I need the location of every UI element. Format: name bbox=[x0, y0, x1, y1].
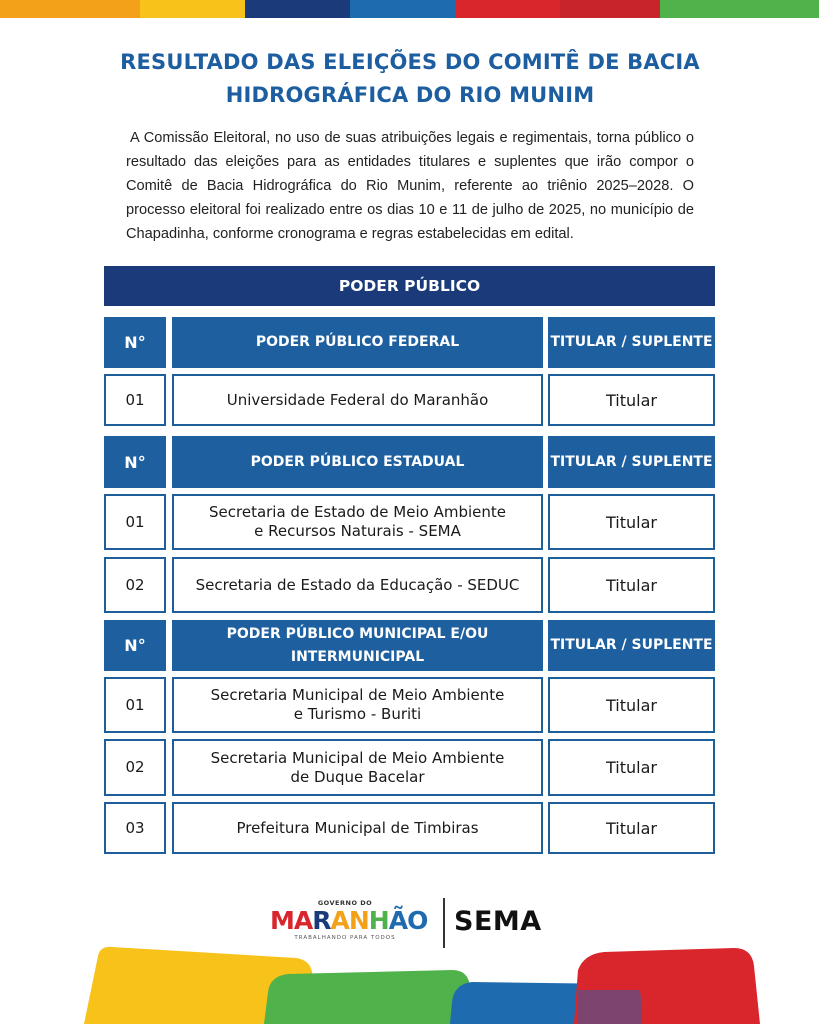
strip-segment bbox=[350, 0, 455, 18]
row-entity-line-1: Secretaria Municipal de Meio Ambiente bbox=[210, 748, 505, 767]
green-shape bbox=[264, 970, 476, 1024]
row-status-cell bbox=[548, 374, 715, 426]
header-category-label: PODER PÚBLICO FEDERAL bbox=[255, 334, 460, 350]
row-status: Titular bbox=[606, 758, 657, 777]
strip-segment bbox=[0, 0, 140, 18]
row-entity-line-1: Secretaria Municipal de Meio Ambiente bbox=[210, 686, 505, 704]
row-no-cell bbox=[104, 557, 166, 613]
decorative-bottom-shapes bbox=[0, 930, 819, 1024]
title-line-1: RESULTADO DAS ELEIÇÕES DO COMITÊ DE BACIA bbox=[120, 50, 700, 74]
row-entity-line-2: e Turismo - Buriti bbox=[293, 705, 422, 723]
row-entity: Secretaria de Estado da Educação - SEDUC bbox=[195, 575, 520, 594]
header-category-label: PODER PÚBLICO ESTADUAL bbox=[250, 453, 465, 470]
row-status-cell bbox=[548, 739, 715, 796]
row-status-cell bbox=[548, 557, 715, 613]
logo-tagline: TRABALHANDO PARA TODOS bbox=[294, 935, 396, 941]
header-status-cell bbox=[548, 436, 715, 488]
row-status: Titular bbox=[606, 818, 657, 838]
title-line-2: HIDROGRÁFICA DO RIO MUNIM bbox=[225, 83, 595, 107]
row-no-cell bbox=[104, 739, 166, 796]
header-status-cell bbox=[548, 620, 715, 671]
strip-segment bbox=[455, 0, 560, 18]
row-entity-line-2: de Duque Bacelar bbox=[290, 767, 425, 786]
logo-caption: GOVERNO DO bbox=[317, 899, 373, 907]
row-status: Titular bbox=[606, 695, 657, 715]
row-status: Titular bbox=[606, 575, 657, 595]
row-status-cell bbox=[548, 494, 715, 550]
row-entity-cell bbox=[172, 802, 543, 854]
section-title: PODER PÚBLICO bbox=[338, 277, 481, 295]
row-entity-cell bbox=[172, 494, 543, 550]
row-no-cell bbox=[104, 494, 166, 550]
top-color-strip bbox=[0, 0, 819, 18]
header-category-cell bbox=[172, 620, 543, 671]
strip-segment bbox=[140, 0, 245, 18]
row-no: 01 bbox=[125, 390, 145, 409]
row-entity-line-2: e Recursos Naturais - SEMA bbox=[254, 522, 461, 540]
header-category-line-2: INTERMUNICIPAL bbox=[290, 648, 425, 665]
header-no-label: N° bbox=[124, 333, 146, 352]
sema-logo: SEMA bbox=[454, 906, 542, 937]
row-entity-cell bbox=[172, 739, 543, 796]
header-status-cell bbox=[548, 317, 715, 368]
strip-segment bbox=[560, 0, 660, 18]
row-entity-cell bbox=[172, 374, 543, 426]
header-no-cell bbox=[104, 317, 166, 368]
header-category-cell bbox=[172, 436, 543, 488]
row-entity: Universidade Federal do Maranhão bbox=[226, 390, 489, 409]
intro-paragraph: A Comissão Eleitoral, no uso de suas atribuições legais e regimentais, torna público o resultado das eleições para as entidades titulares e suplentes que irão compor o Comitê de Bacia Hidrográfica do Rio Munim, referente ao triênio 2025–2028. O processo eleitoral foi realizado entre os dias 10 e 11 de julho de 2025, no município de Chapadinha, conforme cronograma e regras estabelecidas em edital. bbox=[126, 130, 694, 242]
page-title bbox=[60, 46, 760, 112]
row-no: 01 bbox=[125, 695, 145, 714]
row-no: 01 bbox=[125, 512, 145, 531]
row-status-cell bbox=[548, 802, 715, 854]
header-no-cell bbox=[104, 436, 166, 488]
row-status-cell bbox=[548, 677, 715, 733]
strip-segment bbox=[245, 0, 350, 18]
logo-wordmark: MARANHÃO bbox=[270, 906, 428, 935]
row-status: Titular bbox=[606, 390, 657, 410]
header-category-line-1: PODER PÚBLICO MUNICIPAL E/OU bbox=[226, 625, 489, 642]
header-no-label: N° bbox=[124, 636, 146, 655]
row-no: 02 bbox=[125, 758, 145, 776]
row-no: 03 bbox=[125, 818, 145, 837]
header-no-label: N° bbox=[124, 452, 146, 472]
header-category-cell bbox=[172, 317, 543, 368]
row-entity: Prefeitura Municipal de Timbiras bbox=[236, 818, 479, 837]
row-no-cell bbox=[104, 677, 166, 733]
overlap-shape bbox=[578, 990, 642, 1024]
row-no: 02 bbox=[125, 575, 145, 594]
row-entity-cell bbox=[172, 677, 543, 733]
header-status-label: TITULAR / SUPLENTE bbox=[550, 453, 713, 470]
row-entity-cell bbox=[172, 557, 543, 613]
row-entity-line-1: Secretaria de Estado de Meio Ambiente bbox=[209, 503, 506, 521]
row-status: Titular bbox=[606, 512, 657, 532]
row-no-cell bbox=[104, 802, 166, 854]
header-status-label: TITULAR / SUPLENTE bbox=[550, 334, 713, 350]
strip-segment bbox=[660, 0, 819, 18]
header-no-cell bbox=[104, 620, 166, 671]
header-status-label: TITULAR / SUPLENTE bbox=[550, 637, 713, 653]
section-header-poder-publico bbox=[104, 266, 715, 306]
row-no-cell bbox=[104, 374, 166, 426]
